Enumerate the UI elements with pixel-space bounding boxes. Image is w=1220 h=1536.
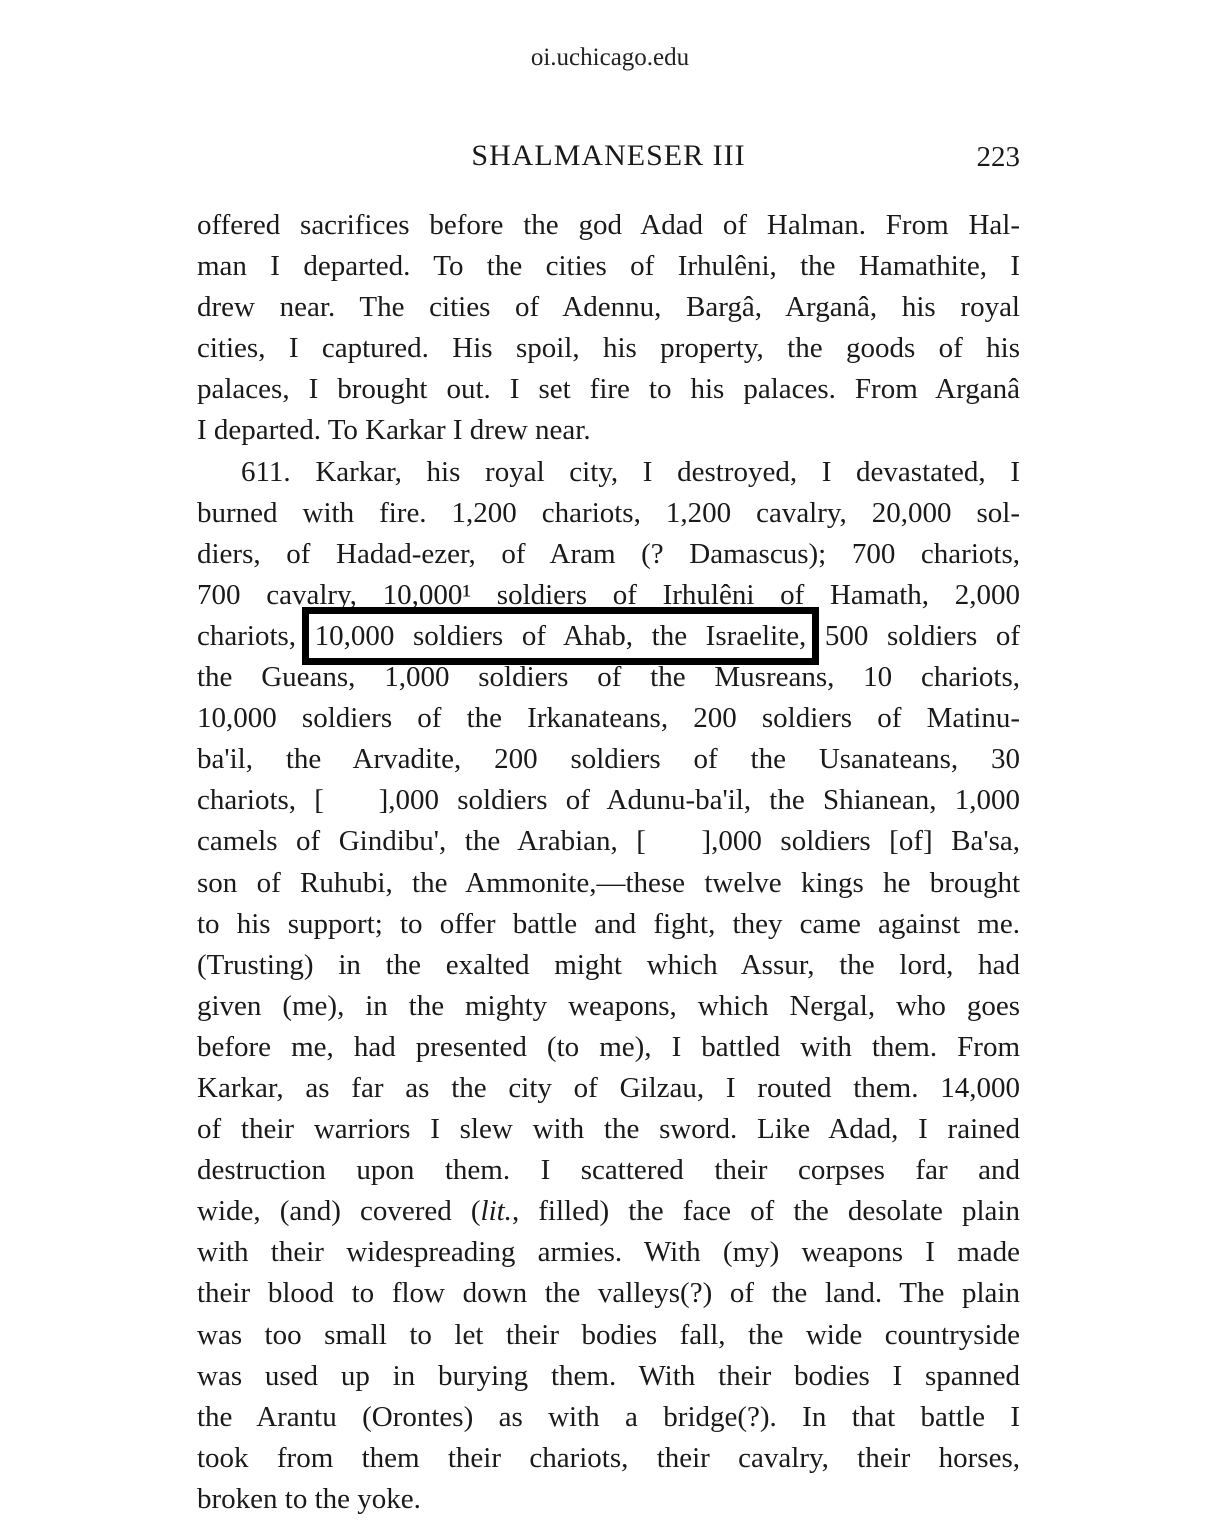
text-line xyxy=(197,1479,1020,1520)
text-line xyxy=(197,369,1020,410)
text-line xyxy=(197,575,1020,616)
text-run: the Gueans, 1,000 soldiers of the Musreans, 10 chariots, xyxy=(197,661,1020,694)
text-run: burned with fire. 1,200 chariots, 1,200 cavalry, 20,000 sol- xyxy=(197,496,1020,529)
body-text xyxy=(197,205,1020,1520)
text-line xyxy=(197,328,1020,369)
text-line xyxy=(197,780,1020,821)
text-line xyxy=(197,205,1020,246)
text-run: drew near. The cities of Adennu, Bargâ, Arganâ, his royal xyxy=(197,291,1020,324)
text-line xyxy=(197,863,1020,904)
text-run: given (me), in the mighty weapons, which Nergal, who goes xyxy=(197,989,1020,1022)
text-line xyxy=(197,945,1020,986)
text-run: wide, (and) covered ( xyxy=(197,1195,481,1228)
text-line xyxy=(197,616,1020,657)
text-run: the Arantu (Orontes) as with a bridge(?). In that battle I xyxy=(197,1400,1020,1433)
text-run: 10,000 soldiers of the Irkanateans, 200 soldiers of Matinu- xyxy=(197,702,1020,735)
text-run: Karkar, as far as the city of Gilzau, I routed them. 14,000 xyxy=(197,1071,1020,1104)
text-line xyxy=(197,452,1020,493)
text-line xyxy=(197,1109,1020,1150)
text-line xyxy=(197,1438,1020,1479)
page-number: 223 xyxy=(976,141,1020,173)
text-run: destruction upon them. I scattered their corpses far and xyxy=(197,1154,1020,1187)
text-line xyxy=(197,1068,1020,1109)
text-line xyxy=(197,904,1020,945)
text-run: diers, of Hadad-ezer, of Aram (? Damascus); 700 chariots, xyxy=(197,537,1020,570)
text-line xyxy=(197,246,1020,287)
text-line xyxy=(197,986,1020,1027)
text-line xyxy=(197,821,1020,862)
text-run: 700 cavalry, 10,000¹ soldiers of Irhulêni of Hamath, 2,000 xyxy=(197,578,1020,611)
text-run: offered sacrifices before the god Adad of Halman. From Hal- xyxy=(197,209,1020,241)
text-run: with their widespreading armies. With (my) weapons I made xyxy=(197,1236,1020,1269)
text-run: chariots, xyxy=(197,619,315,652)
text-run: 500 soldiers of xyxy=(806,619,1020,652)
text-line xyxy=(197,534,1020,575)
text-run: broken to the yoke. xyxy=(197,1482,421,1515)
text-run: (Trusting) in the exalted might which Assur, the lord, had xyxy=(197,948,1020,981)
text-run: son of Ruhubi, the Ammonite,—these twelve kings he brought xyxy=(197,866,1020,899)
text-run: , filled) the face of the desolate plain xyxy=(511,1195,1020,1228)
text-run: of their warriors I slew with the sword. Like Adad, I rained xyxy=(197,1113,1020,1146)
text-line xyxy=(197,1356,1020,1397)
running-header xyxy=(197,139,1020,179)
text-run: man I departed. To the cities of Irhulêni, the Hamathite, I xyxy=(197,250,1020,283)
text-run: was used up in burying them. With their bodies I spanned xyxy=(197,1359,1020,1392)
text-line xyxy=(197,493,1020,534)
text-line xyxy=(197,1027,1020,1068)
text-run: to his support; to offer battle and fight, they came against me. xyxy=(197,907,1020,940)
italic-text: lit. xyxy=(480,1195,512,1228)
text-run: ba'il, the Arvadite, 200 soldiers of the Usanateans, 30 xyxy=(197,743,1020,776)
text-line xyxy=(197,1232,1020,1273)
text-run: was too small to let their bodies fall, the wide countryside xyxy=(197,1318,1020,1351)
text-run: took from them their chariots, their cavalry, their horses, xyxy=(197,1441,1020,1474)
source-watermark: oi.uchicago.edu xyxy=(530,44,690,71)
text-line xyxy=(197,1191,1020,1232)
text-line xyxy=(197,410,1020,451)
text-line xyxy=(197,698,1020,739)
text-line xyxy=(197,657,1020,698)
text-line xyxy=(197,1273,1020,1314)
text-line xyxy=(197,1397,1020,1438)
text-line xyxy=(197,287,1020,328)
text-run: before me, had presented (to me), I battled with them. From xyxy=(197,1030,1020,1063)
text-run: 611. Karkar, his royal city, I destroyed, I devastated, I xyxy=(241,455,1020,488)
text-run: I departed. To Karkar I drew near. xyxy=(197,414,591,447)
text-line xyxy=(197,1150,1020,1191)
text-run: chariots, [ ],000 soldiers of Adunu-ba'il, the Shianean, 1,000 xyxy=(197,784,1020,817)
text-line xyxy=(197,739,1020,780)
text-run: their blood to flow down the valleys(?) of the land. The plain xyxy=(197,1277,1020,1310)
running-title: SHALMANESER III xyxy=(471,139,746,172)
text-run: camels of Gindibu', the Arabian, [ ],000 soldiers [of] Ba'sa, xyxy=(197,825,1020,858)
text-line xyxy=(197,1315,1020,1356)
text-run: cities, I captured. His spoil, his property, the goods of his xyxy=(197,332,1020,365)
highlight-box: 10,000 soldiers of Ahab, the Israelite, xyxy=(314,619,807,652)
text-run: palaces, I brought out. I set fire to his palaces. From Arganâ xyxy=(197,373,1020,406)
